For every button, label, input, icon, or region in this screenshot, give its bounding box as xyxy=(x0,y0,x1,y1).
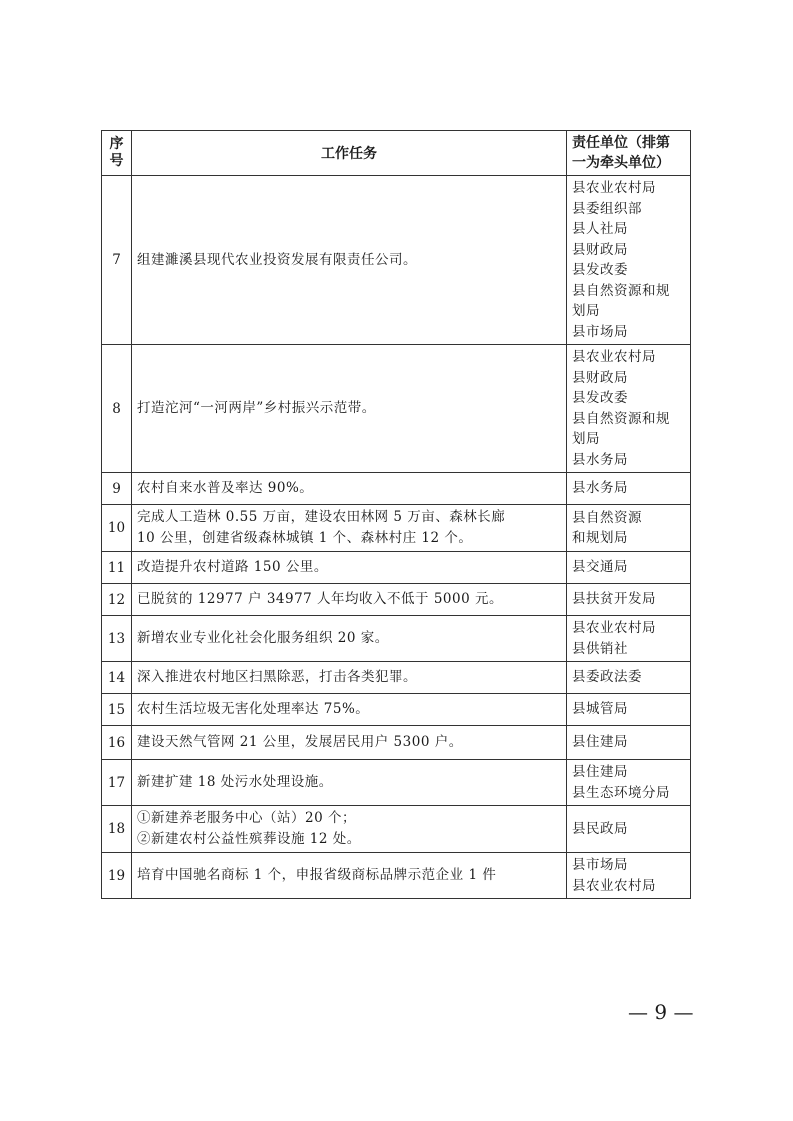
row-seq: 7 xyxy=(102,176,132,345)
row-unit xyxy=(567,345,691,473)
header-unit-line: 一为牵头单位） xyxy=(572,155,670,171)
task-line: 完成人工造林 0.55 万亩，建设农田林网 5 万亩、森林长廊 xyxy=(137,509,506,525)
row-task xyxy=(132,806,567,853)
row-seq: 13 xyxy=(102,616,132,662)
header-task: 工作任务 xyxy=(132,131,567,176)
table-row xyxy=(102,345,691,473)
header-unit xyxy=(567,131,691,176)
unit-line: 县扶贫开发局 xyxy=(572,591,656,608)
row-task xyxy=(132,584,567,616)
unit-line: 县水务局 xyxy=(572,480,628,497)
row-task xyxy=(132,853,567,899)
table-row xyxy=(102,473,691,505)
row-unit xyxy=(567,694,691,726)
task-line: 打造沱河“一河两岸”乡村振兴示范带。 xyxy=(137,400,376,416)
task-line: 10 公里，创建省级森林城镇 1 个、森林村庄 12 个。 xyxy=(137,530,473,546)
task-line: 农村生活垃圾无害化处理率达 75%。 xyxy=(137,701,370,717)
row-seq: 12 xyxy=(102,584,132,616)
unit-line: 县财政局 xyxy=(572,241,628,258)
row-task xyxy=(132,726,567,760)
row-unit xyxy=(567,760,691,806)
unit-line: 县农业农村局 xyxy=(572,877,656,894)
unit-line: 县水务局 xyxy=(572,451,628,468)
task-line: 新建扩建 18 处污水处理设施。 xyxy=(137,774,333,790)
row-seq: 9 xyxy=(102,473,132,505)
unit-line: 县委组织部 xyxy=(572,200,642,217)
unit-line: 划局 xyxy=(572,303,600,319)
task-line: ①新建养老服务中心（站）20 个； xyxy=(137,810,356,826)
unit-line: 县发改委 xyxy=(572,390,628,406)
row-unit xyxy=(567,853,691,899)
row-unit xyxy=(567,505,691,552)
row-unit xyxy=(567,176,691,345)
task-line: 已脱贫的 12977 户 34977 人年均收入不低于 5000 元。 xyxy=(137,591,503,607)
task-line: 组建濉溪县现代农业投资发展有限责任公司。 xyxy=(137,251,417,268)
row-task xyxy=(132,505,567,552)
row-seq: 19 xyxy=(102,853,132,899)
row-seq: 8 xyxy=(102,345,132,473)
row-seq: 14 xyxy=(102,662,132,694)
unit-line: 和规划局 xyxy=(572,530,628,546)
row-task xyxy=(132,473,567,505)
unit-line: 县住建局 xyxy=(572,734,628,751)
task-line: 深入推进农村地区扫黑除恶，打击各类犯罪。 xyxy=(137,669,417,685)
table-row xyxy=(102,694,691,726)
task-line: ②新建农村公益性殡葬设施 12 处。 xyxy=(137,831,361,847)
row-seq: 17 xyxy=(102,760,132,806)
table-row xyxy=(102,176,691,345)
row-seq: 15 xyxy=(102,694,132,726)
unit-line: 县发改委 xyxy=(572,262,628,278)
table-row xyxy=(102,552,691,584)
table-row xyxy=(102,853,691,899)
row-task xyxy=(132,552,567,584)
task-line: 改造提升农村道路 150 公里。 xyxy=(137,559,328,575)
task-table xyxy=(101,130,691,899)
task-line: 建设天然气管网 21 公里，发展居民用户 5300 户。 xyxy=(137,734,463,750)
row-unit xyxy=(567,473,691,505)
unit-line: 县供销社 xyxy=(572,640,628,657)
unit-line: 县民政局 xyxy=(572,820,628,837)
header-seq xyxy=(102,131,132,176)
unit-line: 县生态环境分局 xyxy=(572,784,670,801)
row-task xyxy=(132,616,567,662)
table-row xyxy=(102,616,691,662)
unit-line: 县农业农村局 xyxy=(572,180,656,196)
unit-line: 县交通局 xyxy=(572,559,628,576)
unit-line: 县自然资源 xyxy=(572,509,642,526)
row-task xyxy=(132,345,567,473)
header-seq-char-1: 序 xyxy=(109,136,124,152)
row-task xyxy=(132,662,567,694)
header-unit-line: 责任单位（排第 xyxy=(572,135,670,151)
table-header-row xyxy=(102,131,691,176)
task-line: 培育中国驰名商标 1 个，申报省级商标品牌示范企业 1 件 xyxy=(137,867,497,883)
unit-line: 县自然资源和规 xyxy=(572,410,670,427)
row-unit xyxy=(567,616,691,662)
unit-line: 县市场局 xyxy=(572,323,628,340)
row-task xyxy=(132,760,567,806)
row-seq: 11 xyxy=(102,552,132,584)
unit-line: 县农业农村局 xyxy=(572,349,656,365)
table-row xyxy=(102,662,691,694)
row-seq: 18 xyxy=(102,806,132,853)
task-line: 新增农业专业化社会化服务组织 20 家。 xyxy=(137,630,389,646)
table-row xyxy=(102,505,691,552)
unit-line: 县人社局 xyxy=(572,221,628,237)
unit-line: 县市场局 xyxy=(572,857,628,873)
table-row xyxy=(102,760,691,806)
row-unit xyxy=(567,662,691,694)
table-body xyxy=(102,176,691,899)
row-seq: 16 xyxy=(102,726,132,760)
row-unit xyxy=(567,584,691,616)
row-task xyxy=(132,694,567,726)
table-row xyxy=(102,806,691,853)
unit-line: 县城管局 xyxy=(572,701,628,718)
row-unit xyxy=(567,552,691,584)
unit-line: 县委政法委 xyxy=(572,669,642,686)
table-row xyxy=(102,726,691,760)
unit-line: 县农业农村局 xyxy=(572,620,656,636)
unit-line: 划局 xyxy=(572,431,600,447)
task-line: 农村自来水普及率达 90%。 xyxy=(137,480,314,496)
row-task xyxy=(132,176,567,345)
row-seq: 10 xyxy=(102,505,132,552)
page-number: — 9 — xyxy=(628,1000,694,1024)
unit-line: 县自然资源和规 xyxy=(572,282,670,299)
table-row xyxy=(102,584,691,616)
row-unit xyxy=(567,726,691,760)
header-seq-char-2: 号 xyxy=(109,153,124,169)
unit-line: 县住建局 xyxy=(572,764,628,780)
row-unit xyxy=(567,806,691,853)
unit-line: 县财政局 xyxy=(572,369,628,386)
